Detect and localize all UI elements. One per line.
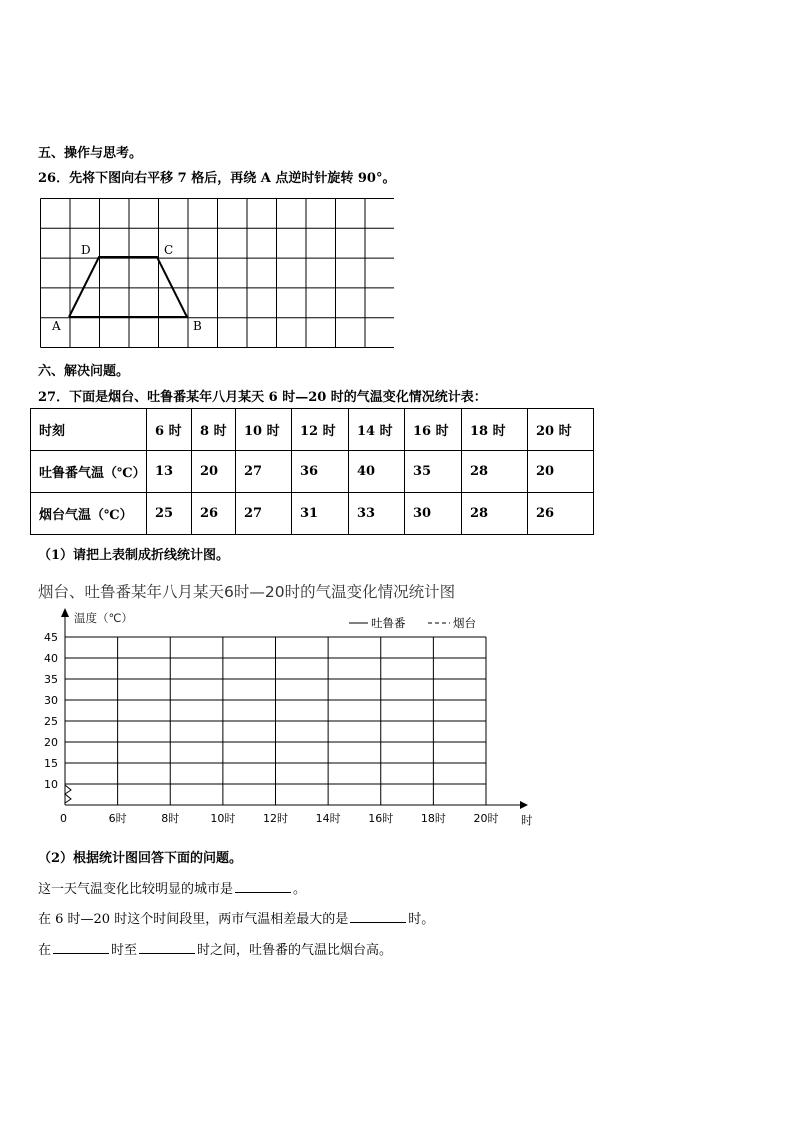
table-cell: 27 (236, 493, 292, 535)
x-tick-label: 8时 (161, 812, 180, 825)
table-header-row (31, 409, 594, 451)
table-cell: 20 (192, 451, 236, 493)
table-cell: 6 时 (147, 409, 192, 451)
answer-blank[interactable] (350, 910, 406, 923)
legend-label-yantai: 烟台 (453, 616, 476, 630)
x-tick-label: 18时 (420, 812, 446, 825)
y-tick-label: 40 (44, 652, 58, 665)
line-chart (30, 575, 550, 830)
legend-label-turpan: 吐鲁番 (371, 616, 406, 630)
x-axis-arrow (520, 801, 528, 809)
x-tick-label: 16时 (368, 812, 394, 825)
table-cell: 12 时 (292, 409, 349, 451)
y-tick-label: 15 (44, 757, 58, 770)
table-row (31, 451, 594, 493)
sub-question-1: （1）请把上表制成折线统计图。 (38, 548, 230, 563)
table-cell: 28 (462, 451, 528, 493)
x-tick-label: 14时 (315, 812, 341, 825)
table-cell: 35 (405, 451, 462, 493)
point-label-a: A (52, 319, 61, 333)
answer-blank[interactable] (53, 941, 109, 954)
point-label-d: D (81, 243, 91, 257)
table-cell: 33 (349, 493, 405, 535)
q2-end: 时。 (408, 912, 435, 927)
x-tick-label: 20时 (473, 812, 499, 825)
table-cell: 20 时 (528, 409, 594, 451)
point-label-b: B (193, 319, 202, 333)
y-tick-label: 45 (44, 631, 58, 644)
table-cell: 40 (349, 451, 405, 493)
chart-legend (349, 616, 476, 630)
q1-end: 。 (293, 882, 307, 897)
x-tick-label: 12时 (263, 812, 288, 825)
table-cell: 18 时 (462, 409, 528, 451)
section-six-heading: 六、解决问题。 (38, 364, 130, 379)
y-tick-label: 30 (44, 694, 58, 707)
trapezoid-shape (69, 257, 187, 317)
y-axis-label: 温度（℃） (74, 611, 133, 625)
table-cell: 时刻 (31, 409, 147, 451)
table-cell: 28 (462, 493, 528, 535)
y-tick-label: 35 (44, 673, 58, 686)
table-cell: 8 时 (192, 409, 236, 451)
axis-break-mark (65, 785, 71, 803)
table-row (31, 493, 594, 535)
point-label-c: C (164, 243, 174, 257)
table-cell: 13 (147, 451, 192, 493)
x-axis-label: 时 (521, 813, 533, 827)
y-tick-label: 25 (44, 715, 58, 728)
table-cell: 31 (292, 493, 349, 535)
table-cell: 14 时 (349, 409, 405, 451)
section-five-heading: 五、操作与思考。 (38, 146, 143, 161)
table-cell: 16 时 (405, 409, 462, 451)
q2-text: 在 6 时—20 时这个时间段里，两市气温相差最大的是 (38, 912, 349, 927)
answer-line-2 (38, 908, 434, 927)
grid-figure (40, 198, 394, 348)
answer-blank[interactable] (139, 941, 195, 954)
answer-line-3 (38, 939, 392, 958)
y-tick-label: 20 (44, 736, 58, 749)
table-cell: 20 (528, 451, 594, 493)
table-cell: 25 (147, 493, 192, 535)
answer-line-1 (38, 878, 306, 897)
sub-question-2: （2）根据统计图回答下面的问题。 (38, 851, 243, 866)
chart-title: 烟台、吐鲁番某年八月某天6时—20时的气温变化情况统计图 (38, 583, 456, 601)
q1-text: 这一天气温变化比较明显的城市是 (38, 882, 234, 897)
temperature-table (30, 408, 594, 535)
y-axis-arrow (61, 608, 69, 617)
table-cell: 烟台气温（℃） (31, 493, 147, 535)
table-cell: 27 (236, 451, 292, 493)
table-cell: 30 (405, 493, 462, 535)
q3-b: 时至 (111, 943, 138, 958)
table-cell: 36 (292, 451, 349, 493)
origin-label: 0 (60, 812, 67, 825)
table-cell: 吐鲁番气温（℃） (31, 451, 147, 493)
table-cell: 26 (528, 493, 594, 535)
question-26: 26．先将下图向右平移 7 格后，再绕 A 点逆时针旋转 90°。 (38, 171, 396, 186)
table-cell: 26 (192, 493, 236, 535)
answer-blank[interactable] (235, 880, 291, 893)
table-cell: 10 时 (236, 409, 292, 451)
y-tick-label: 10 (44, 778, 58, 791)
question-27: 27．下面是烟台、吐鲁番某年八月某天 6 时—20 时的气温变化情况统计表： (38, 390, 487, 405)
x-tick-label: 10时 (210, 812, 236, 825)
q3-c: 时之间，吐鲁番的气温比烟台高。 (197, 943, 393, 958)
x-tick-label: 6时 (108, 812, 127, 825)
q3-a: 在 (38, 943, 52, 958)
